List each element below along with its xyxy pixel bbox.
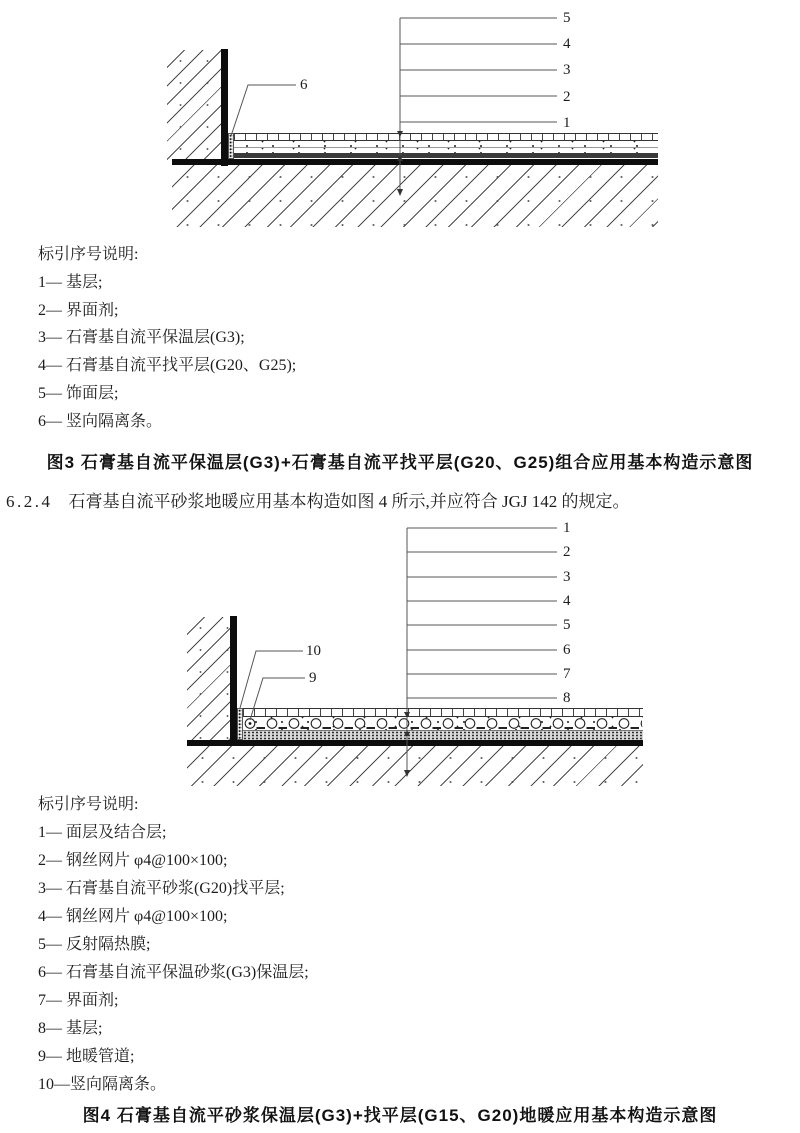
fig3-wall-hatch (167, 50, 222, 160)
fig4-callout-1: 1 (563, 520, 571, 536)
legend-item: 2— 界面剂; (38, 301, 119, 319)
figure3-legend-title: 标引序号说明: (38, 246, 139, 263)
fig4-slab-hatch (187, 746, 643, 786)
fig4-callout-4: 4 (563, 593, 571, 609)
fig4-callout-6: 6 (563, 642, 571, 658)
fig4-wall-line (230, 616, 237, 746)
fig3-callout-4: 4 (563, 36, 571, 52)
figure3-legend (38, 241, 296, 436)
fig4-screed-pipe-layer (243, 717, 643, 731)
clause-number: 6.2.4 (6, 492, 53, 511)
fig4-isolation-strip (237, 708, 243, 740)
fig4-wall-hatch (187, 617, 231, 741)
legend-item: 2— 钢丝网片 φ4@100×100; (38, 852, 228, 869)
legend-item: 5— 饰面层; (38, 384, 119, 402)
fig4-callout-10: 10 (306, 643, 321, 659)
fig3-isolation-strip (228, 133, 234, 159)
fig4-callout-9: 9 (309, 670, 317, 686)
legend-item: 6— 石膏基自流平保温砂浆(G3)保温层; (38, 964, 309, 981)
fig3-callout-1: 1 (563, 115, 571, 131)
legend-item: 3— 石膏基自流平砂浆(G20)找平层; (38, 880, 285, 897)
figure4-diagram (0, 510, 800, 795)
fig3-wall-line (221, 49, 228, 166)
fig3-callout-5: 5 (563, 10, 571, 26)
fig4-callout-3: 3 (563, 569, 571, 585)
fig4-insulation-layer (243, 731, 643, 740)
legend-item: 1— 面层及结合层; (38, 824, 167, 841)
fig3-callout-3: 3 (563, 62, 571, 78)
fig4-callout-5: 5 (563, 617, 571, 633)
fig4-callout-8: 8 (563, 690, 571, 706)
fig4-callout-2: 2 (563, 544, 571, 560)
legend-item: 6— 竖向隔离条。 (38, 412, 163, 430)
legend-item: 1— 基层; (38, 273, 103, 291)
clause-text: 石膏基自流平砂浆地暖应用基本构造如图 4 所示,并应符合 JGJ 142 的规定。 (68, 492, 630, 511)
figure4-legend (38, 791, 309, 1099)
fig3-callout-2: 2 (563, 89, 571, 105)
legend-item: 3— 石膏基自流平保温层(G3); (38, 329, 245, 347)
fig4-callout-7: 7 (563, 666, 571, 682)
fig4-finish-layer (243, 708, 643, 717)
legend-item: 10—竖向隔离条。 (38, 1076, 167, 1093)
legend-item: 5— 反射隔热膜; (38, 936, 151, 953)
fig3-slab-hatch (172, 165, 658, 227)
figure4-legend-title: 标引序号说明: (38, 796, 139, 813)
fig3-interface-layer (228, 153, 658, 158)
figure3-caption: 图3 石膏基自流平保温层(G3)+石膏基自流平找平层(G20、G25)组合应用基本构造示意图 (46, 453, 754, 472)
legend-item: 4— 钢丝网片 φ4@100×100; (38, 908, 228, 925)
legend-item: 7— 界面剂; (38, 992, 119, 1009)
legend-item: 9— 地暖管道; (38, 1048, 135, 1065)
legend-item: 8— 基层; (38, 1020, 103, 1037)
fig3-callout-6: 6 (300, 77, 308, 93)
clause-6-2-4 (6, 487, 630, 512)
figure3-diagram (0, 0, 800, 235)
fig3-finish-layer (234, 133, 658, 141)
legend-item: 4— 石膏基自流平找平层(G20、G25); (38, 357, 297, 375)
figure4-caption: 图4 石膏基自流平砂浆保温层(G3)+找平层(G15、G20)地暖应用基本构造示意图 (82, 1106, 718, 1125)
